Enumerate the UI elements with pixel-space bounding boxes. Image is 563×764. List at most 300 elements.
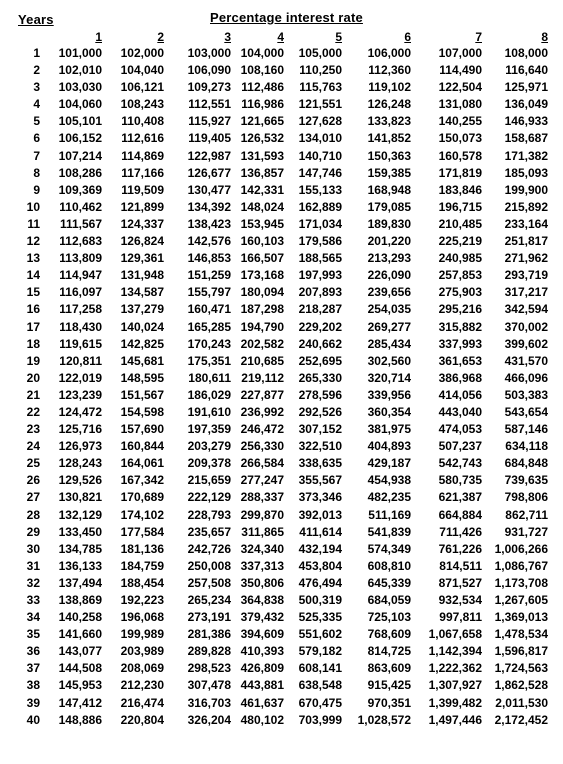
value-cell: 157,690 — [120, 422, 164, 437]
value-cell: 1,399,482 — [428, 695, 482, 710]
table-body — [20, 45, 548, 729]
value-cell: 242,726 — [187, 541, 231, 556]
value-cell: 126,824 — [120, 234, 164, 249]
rate-column-header-3: 3 — [224, 30, 231, 44]
value-cell: 711,426 — [439, 524, 482, 539]
value-cell: 185,093 — [504, 165, 548, 180]
value-cell: 140,258 — [58, 610, 102, 625]
year-cell: 13 — [26, 251, 40, 266]
year-cell: 10 — [26, 199, 40, 214]
value-cell: 265,234 — [187, 593, 231, 607]
value-cell: 542,743 — [438, 456, 482, 471]
value-cell: 210,685 — [240, 353, 284, 368]
value-cell: 426,809 — [240, 661, 284, 676]
value-cell: 240,662 — [298, 336, 342, 351]
value-cell: 410,393 — [240, 644, 284, 659]
value-cell: 160,844 — [120, 439, 164, 454]
value-cell: 480,102 — [240, 712, 284, 727]
value-cell: 129,526 — [58, 473, 102, 488]
value-cell: 124,472 — [58, 404, 102, 419]
value-cell: 257,508 — [187, 575, 231, 590]
value-cell: 392,013 — [298, 507, 342, 522]
value-cell: 110,250 — [299, 63, 342, 78]
value-cell: 104,040 — [120, 63, 164, 78]
value-cell: 104,060 — [58, 97, 102, 112]
value-cell: 293,719 — [504, 268, 548, 283]
value-cell: 155,133 — [298, 182, 342, 197]
table-row — [20, 96, 548, 113]
value-cell: 225,219 — [438, 234, 482, 249]
year-cell: 34 — [26, 610, 40, 625]
year-cell: 7 — [33, 148, 40, 163]
value-cell: 307,152 — [298, 422, 342, 437]
value-cell: 107,000 — [438, 46, 482, 60]
value-cell: 370,002 — [504, 319, 548, 334]
value-cell: 134,785 — [58, 541, 102, 556]
value-cell: 500,319 — [298, 593, 342, 607]
value-cell: 150,073 — [438, 131, 482, 146]
year-cell: 37 — [26, 661, 40, 676]
rate-column-header-4: 4 — [277, 30, 284, 44]
year-cell: 30 — [26, 541, 40, 556]
value-cell: 199,989 — [120, 627, 164, 642]
value-cell: 191,610 — [187, 404, 231, 419]
value-cell: 215,892 — [504, 199, 548, 214]
value-cell: 142,576 — [187, 234, 231, 249]
value-cell: 171,382 — [504, 148, 548, 163]
table-row — [20, 233, 548, 250]
value-cell: 281,386 — [187, 627, 231, 642]
value-cell: 119,405 — [188, 131, 231, 146]
value-cell: 1,596,817 — [494, 644, 548, 659]
value-cell: 2,011,530 — [495, 695, 548, 710]
value-cell: 141,852 — [367, 131, 411, 146]
value-cell: 235,657 — [187, 524, 231, 539]
value-cell: 213,293 — [367, 251, 411, 266]
value-cell: 112,360 — [368, 63, 411, 78]
value-cell: 684,059 — [367, 593, 411, 607]
value-cell: 461,637 — [240, 695, 284, 710]
value-cell: 115,927 — [188, 114, 231, 129]
value-cell: 1,142,394 — [428, 644, 482, 659]
year-cell: 31 — [26, 558, 40, 573]
value-cell: 179,085 — [367, 199, 411, 214]
table-row — [20, 524, 548, 541]
table-row — [20, 130, 548, 147]
value-cell: 608,810 — [367, 558, 411, 573]
rate-column-header-7: 7 — [475, 30, 482, 44]
year-cell: 25 — [26, 456, 40, 471]
value-cell: 131,948 — [120, 268, 164, 283]
table-row — [20, 336, 548, 353]
table-header-row — [20, 29, 548, 45]
value-cell: 209,378 — [187, 456, 231, 471]
value-cell: 137,494 — [58, 575, 102, 590]
value-cell: 507,237 — [438, 439, 482, 454]
value-cell: 246,472 — [240, 422, 284, 437]
value-cell: 219,112 — [241, 370, 284, 385]
page-title: Percentage interest rate — [210, 10, 363, 25]
value-cell: 148,024 — [240, 199, 284, 214]
year-cell: 29 — [26, 524, 40, 539]
table-row — [20, 592, 548, 609]
value-cell: 114,947 — [59, 268, 102, 283]
rate-column-header-8: 8 — [541, 30, 548, 44]
value-cell: 251,817 — [504, 234, 548, 249]
value-cell: 229,202 — [298, 319, 342, 334]
value-cell: 670,475 — [298, 695, 342, 710]
value-cell: 399,602 — [504, 336, 548, 351]
value-cell: 188,565 — [298, 251, 342, 266]
value-cell: 140,024 — [120, 319, 164, 334]
year-cell: 16 — [26, 302, 40, 317]
value-cell: 215,659 — [187, 473, 231, 488]
value-cell: 131,593 — [240, 148, 284, 163]
value-cell: 1,086,767 — [494, 558, 548, 573]
table-row — [20, 250, 548, 267]
value-cell: 638,548 — [298, 678, 342, 693]
value-cell: 183,846 — [438, 182, 482, 197]
value-cell: 196,715 — [438, 199, 482, 214]
value-cell: 106,090 — [187, 63, 231, 78]
year-cell: 5 — [33, 114, 40, 129]
value-cell: 227,877 — [240, 387, 284, 402]
value-cell: 124,337 — [120, 216, 164, 231]
value-cell: 543,654 — [504, 404, 548, 419]
value-cell: 265,330 — [298, 370, 342, 385]
value-cell: 141,660 — [58, 627, 102, 642]
value-cell: 102,000 — [120, 46, 164, 60]
value-cell: 153,945 — [240, 216, 284, 231]
year-cell: 9 — [33, 182, 40, 197]
year-cell: 19 — [26, 353, 40, 368]
value-cell: 126,248 — [367, 97, 411, 112]
value-cell: 580,735 — [438, 473, 482, 488]
interest-rate-table — [20, 29, 548, 729]
value-cell: 162,889 — [298, 199, 342, 214]
year-cell: 22 — [26, 404, 40, 419]
value-cell: 256,330 — [240, 439, 284, 454]
value-cell: 466,096 — [504, 370, 548, 385]
value-cell: 443,881 — [240, 678, 284, 693]
value-cell: 112,551 — [188, 97, 231, 112]
value-cell: 122,019 — [58, 370, 102, 385]
value-cell: 275,903 — [438, 285, 482, 300]
value-cell: 814,725 — [367, 644, 411, 659]
value-cell: 168,948 — [367, 182, 411, 197]
value-cell: 386,968 — [438, 370, 482, 385]
value-cell: 186,029 — [187, 387, 231, 402]
value-cell: 414,056 — [438, 387, 482, 402]
table-row — [20, 148, 548, 165]
year-cell: 14 — [26, 268, 40, 283]
value-cell: 122,504 — [438, 80, 482, 95]
table-row — [20, 165, 548, 182]
value-cell: 138,869 — [58, 593, 102, 607]
table-row — [20, 62, 548, 79]
value-cell: 254,035 — [367, 302, 411, 317]
value-cell: 104,000 — [240, 46, 284, 60]
value-cell: 150,363 — [367, 148, 411, 163]
year-cell: 20 — [26, 370, 40, 385]
value-cell: 115,763 — [299, 80, 342, 95]
year-cell: 26 — [26, 473, 40, 488]
value-cell: 1,267,605 — [494, 593, 548, 607]
value-cell: 145,681 — [120, 353, 164, 368]
value-cell: 192,223 — [120, 593, 164, 607]
year-column-header — [20, 29, 40, 45]
value-cell: 725,103 — [367, 610, 411, 625]
year-cell: 12 — [26, 234, 40, 249]
value-cell: 761,226 — [438, 541, 482, 556]
value-cell: 252,695 — [298, 353, 342, 368]
value-cell: 170,243 — [187, 336, 231, 351]
rate-column-header-2: 2 — [157, 30, 164, 44]
value-cell: 208,069 — [120, 661, 164, 676]
value-cell: 140,255 — [438, 114, 482, 129]
value-cell: 320,714 — [367, 370, 411, 385]
value-cell: 316,703 — [187, 695, 231, 710]
value-cell: 703,999 — [298, 712, 342, 727]
value-cell: 271,962 — [504, 251, 548, 266]
value-cell: 203,989 — [120, 644, 164, 659]
value-cell: 188,454 — [120, 575, 164, 590]
value-cell: 240,985 — [438, 251, 482, 266]
value-cell: 574,349 — [367, 541, 411, 556]
value-cell: 814,511 — [439, 558, 482, 573]
value-cell: 129,361 — [120, 251, 164, 266]
value-cell: 142,825 — [120, 336, 164, 351]
table-row — [20, 421, 548, 438]
table-row — [20, 489, 548, 506]
table-row — [20, 387, 548, 404]
value-cell: 1,067,658 — [428, 627, 482, 642]
value-cell: 1,497,446 — [428, 712, 482, 727]
value-cell: 288,337 — [240, 490, 284, 505]
value-cell: 684,848 — [504, 456, 548, 471]
value-cell: 154,598 — [120, 404, 164, 419]
value-cell: 236,992 — [240, 404, 284, 419]
value-cell: 132,129 — [58, 507, 102, 522]
value-cell: 166,507 — [240, 251, 284, 266]
year-cell: 40 — [26, 712, 40, 727]
value-cell: 250,008 — [187, 558, 231, 573]
value-cell: 315,882 — [438, 319, 482, 334]
value-cell: 116,986 — [241, 97, 284, 112]
value-cell: 164,061 — [120, 456, 164, 471]
value-cell: 122,987 — [187, 148, 231, 163]
value-cell: 476,494 — [298, 575, 342, 590]
value-cell: 143,077 — [58, 644, 102, 659]
value-cell: 587,146 — [504, 422, 548, 437]
value-cell: 111,567 — [59, 216, 102, 231]
value-cell: 1,173,708 — [494, 575, 548, 590]
rate-column-header-6: 6 — [404, 30, 411, 44]
value-cell: 167,342 — [120, 473, 164, 488]
value-cell: 179,586 — [298, 234, 342, 249]
value-cell: 126,973 — [58, 439, 102, 454]
value-cell: 525,335 — [298, 610, 342, 625]
table-row — [20, 677, 548, 694]
value-cell: 170,689 — [120, 490, 164, 505]
value-cell: 105,101 — [58, 114, 102, 129]
value-cell: 151,567 — [120, 387, 164, 402]
value-cell: 326,204 — [187, 712, 231, 727]
value-cell: 147,746 — [298, 165, 342, 180]
value-cell: 2,172,452 — [494, 712, 548, 727]
year-cell: 38 — [26, 678, 40, 693]
value-cell: 134,010 — [298, 131, 342, 146]
table-row — [20, 438, 548, 455]
value-cell: 361,653 — [438, 353, 482, 368]
value-cell: 126,532 — [240, 131, 284, 146]
table-row — [20, 301, 548, 318]
value-cell: 155,797 — [187, 285, 231, 300]
value-cell: 298,523 — [187, 661, 231, 676]
value-cell: 453,804 — [298, 558, 342, 573]
value-cell: 295,216 — [438, 302, 482, 317]
value-cell: 120,811 — [59, 353, 102, 368]
value-cell: 664,884 — [438, 507, 482, 522]
value-cell: 102,010 — [58, 63, 102, 78]
value-cell: 273,191 — [187, 610, 231, 625]
value-cell: 1,006,266 — [494, 541, 548, 556]
value-cell: 101,000 — [58, 46, 102, 60]
value-cell: 112,683 — [59, 234, 102, 249]
value-cell: 160,578 — [438, 148, 482, 163]
value-cell: 1,724,563 — [494, 661, 548, 676]
value-cell: 220,804 — [120, 712, 164, 727]
value-cell: 134,392 — [187, 199, 231, 214]
value-cell: 203,279 — [187, 439, 231, 454]
value-cell: 173,168 — [240, 268, 284, 283]
value-cell: 218,287 — [298, 302, 342, 317]
value-cell: 138,423 — [187, 216, 231, 231]
value-cell: 324,340 — [240, 541, 284, 556]
value-cell: 970,351 — [367, 695, 411, 710]
value-cell: 136,049 — [504, 97, 548, 112]
value-cell: 136,857 — [240, 165, 284, 180]
year-cell: 21 — [26, 387, 40, 402]
value-cell: 136,133 — [58, 558, 102, 573]
value-cell: 337,313 — [240, 558, 284, 573]
table-row — [20, 626, 548, 643]
value-cell: 105,000 — [298, 46, 342, 60]
value-cell: 165,285 — [187, 319, 231, 334]
value-cell: 109,273 — [187, 80, 231, 95]
year-cell: 33 — [26, 593, 40, 607]
value-cell: 196,068 — [120, 610, 164, 625]
table-row — [20, 712, 548, 729]
value-cell: 862,711 — [505, 507, 548, 522]
value-cell: 131,080 — [438, 97, 482, 112]
table-row — [20, 575, 548, 592]
table-row — [20, 541, 548, 558]
table-row — [20, 199, 548, 216]
table-row — [20, 216, 548, 233]
value-cell: 503,383 — [504, 387, 548, 402]
year-cell: 3 — [33, 80, 40, 95]
value-cell: 1,369,013 — [494, 610, 548, 625]
value-cell: 322,510 — [298, 439, 342, 454]
value-cell: 634,118 — [505, 439, 548, 454]
value-cell: 130,477 — [187, 182, 231, 197]
year-cell: 27 — [26, 490, 40, 505]
value-cell: 133,823 — [367, 114, 411, 129]
value-cell: 226,090 — [367, 268, 411, 283]
value-cell: 171,819 — [438, 165, 482, 180]
year-cell: 32 — [26, 575, 40, 590]
value-cell: 158,687 — [504, 131, 548, 146]
year-cell: 36 — [26, 644, 40, 659]
value-cell: 148,886 — [58, 712, 102, 727]
value-cell: 117,166 — [121, 165, 164, 180]
table-row — [20, 404, 548, 421]
value-cell: 125,716 — [58, 422, 102, 437]
value-cell: 146,933 — [504, 114, 548, 129]
value-cell: 189,830 — [367, 216, 411, 231]
year-cell: 24 — [26, 439, 40, 454]
value-cell: 199,900 — [504, 182, 548, 197]
value-cell: 137,279 — [120, 302, 164, 317]
value-cell: 216,474 — [120, 695, 164, 710]
table-row — [20, 79, 548, 96]
year-cell: 6 — [33, 131, 40, 146]
value-cell: 175,351 — [187, 353, 231, 368]
table-row — [20, 113, 548, 130]
table-row — [20, 455, 548, 472]
years-label: Years — [18, 12, 54, 27]
year-cell: 2 — [33, 63, 40, 78]
value-cell: 381,975 — [367, 422, 411, 437]
value-cell: 621,387 — [438, 490, 482, 505]
value-cell: 119,615 — [59, 336, 102, 351]
value-cell: 184,759 — [120, 558, 164, 573]
value-cell: 443,040 — [438, 404, 482, 419]
year-cell: 1 — [33, 46, 40, 60]
value-cell: 739,635 — [504, 473, 548, 488]
value-cell: 140,710 — [298, 148, 342, 163]
value-cell: 317,217 — [504, 285, 548, 300]
value-cell: 541,839 — [367, 524, 411, 539]
value-cell: 429,187 — [367, 456, 411, 471]
value-cell: 110,408 — [121, 114, 164, 129]
value-cell: 174,102 — [120, 507, 164, 522]
value-cell: 130,821 — [58, 490, 102, 505]
value-cell: 180,094 — [240, 285, 284, 300]
value-cell: 128,243 — [58, 456, 102, 471]
table-row — [20, 267, 548, 284]
year-cell: 35 — [26, 627, 40, 642]
value-cell: 871,527 — [438, 575, 482, 590]
value-cell: 454,938 — [367, 473, 411, 488]
value-cell: 1,028,572 — [357, 712, 411, 727]
rate-column-header-1: 1 — [95, 30, 102, 44]
value-cell: 233,164 — [504, 216, 548, 231]
value-cell: 212,230 — [120, 678, 164, 693]
value-cell: 608,141 — [298, 661, 342, 676]
table-row — [20, 370, 548, 387]
year-cell: 17 — [26, 319, 40, 334]
value-cell: 339,956 — [367, 387, 411, 402]
value-cell: 103,030 — [58, 80, 102, 95]
value-cell: 337,993 — [438, 336, 482, 351]
value-cell: 404,893 — [367, 439, 411, 454]
value-cell: 551,602 — [298, 627, 342, 642]
value-cell: 181,136 — [120, 541, 164, 556]
value-cell: 127,628 — [298, 114, 342, 129]
value-cell: 411,614 — [299, 524, 342, 539]
